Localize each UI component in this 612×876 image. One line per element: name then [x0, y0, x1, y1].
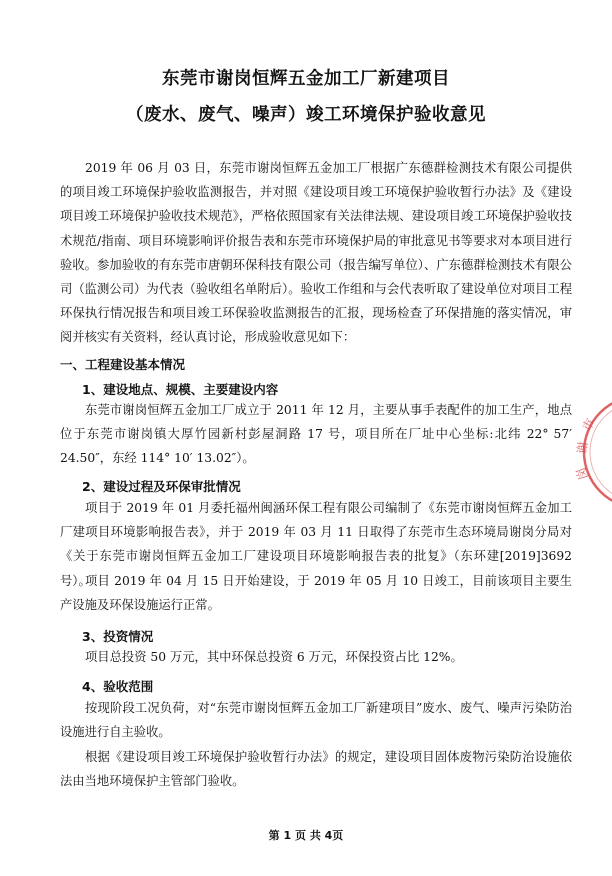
subsection1-heading: 1、建设地点、规模、主要建设内容 — [82, 382, 279, 397]
subsection3-heading: 3、投资情况 — [82, 629, 154, 644]
page-number-footer: 第 1 页 共 4页 — [268, 829, 344, 842]
subsection2-paragraph1: 项目于 2019 年 01 月委托福州闽涵环保工程有限公司编制了《东莞市谢岗恒辉五金加工厂建项目环境影响报告表》，并于 2019 年 03 月 11 日取得了东莞市生态环境局谢岗分局对《关于东莞市谢岗恒辉五金加工厂建设项目环境影响报告表的批复》（东环建[2019]3692 号）。 — [60, 501, 572, 588]
svg-text:市: 市 — [579, 416, 598, 434]
company-seal-stamp — [573, 392, 612, 512]
svg-text:谢: 谢 — [575, 441, 591, 455]
document-title-line1: 东莞市谢岗恒辉五金加工厂新建项目 — [162, 69, 450, 89]
subsection4-heading: 4、验收范围 — [82, 679, 154, 694]
subsection1-text: 东莞市谢岗恒辉五金加工厂成立于 2011 年 12 月，主要从事手表配件的加工生产，地点位于东莞市谢岗镇大厚竹园新村彭屋洞路 17 号，项目所在厂址中心坐标:北纬 22° 57′ 24.50″，东经 114° 10′ 13.02″）。 — [60, 403, 572, 466]
subsection2-heading: 2、建设过程及环保审批情况 — [82, 479, 241, 494]
subsection3-text: 项目总投资 50 万元，其中环保总投资 6 万元，环保投资占比 12%。 — [85, 650, 463, 664]
svg-text:岗: 岗 — [573, 465, 591, 482]
subsection4-paragraph2: 根据《建设项目竣工环境保护验收暂行办法》的规定，建设项目固体废物污染防治设施依法由当地环境保护主管部门验收。 — [60, 750, 572, 789]
subsection2-paragraph2: 项目 2019 年 04 月 15 日开始建设，于 2019 年 05 月 10 日竣工，目前该项目主要生产设施及环保设施运行正常。 — [60, 574, 572, 613]
intro-paragraph: 2019 年 06 月 03 日，东莞市谢岗恒辉五金加工厂根据广东德群检测技术有限公司提供的项目竣工环境保护验收监测报告，并对照《建设项目竣工环境保护验收暂行办法》及《建设项目竣工环境保护验收技术规范》，严格依照国家有关法律法规、建设项目竣工环境保护验收技术规范/指南、项目环境影响评价报告表和东莞市环境保护局的审批意见书等要求对本项目进行验收。参加验收的有东莞市唐朝环保科技有限公司（报告编写单位）、广东德群检测技术有限公司（监测公司）为代表（验收组名单附后）。验收工作组和与会代表听取了建设单位对项目工程环保执行情况报告和项目竣工环保验收监测报告的汇报，现场检查了环保措施的落实情况，审阅并核实有关资料，经认真讨论，形成验收意见如下： — [60, 161, 572, 345]
section1-heading: 一、工程建设基本情况 — [60, 357, 186, 372]
document-title-line2: （废水、废气、噪声）竣工环境保护验收意见 — [126, 105, 486, 125]
subsection4-paragraph1: 按现阶段工况负荷，对“东莞市谢岗恒辉五金加工厂新建项目”废水、废气、噪声污染防治设施进行自主验收。 — [60, 701, 572, 740]
